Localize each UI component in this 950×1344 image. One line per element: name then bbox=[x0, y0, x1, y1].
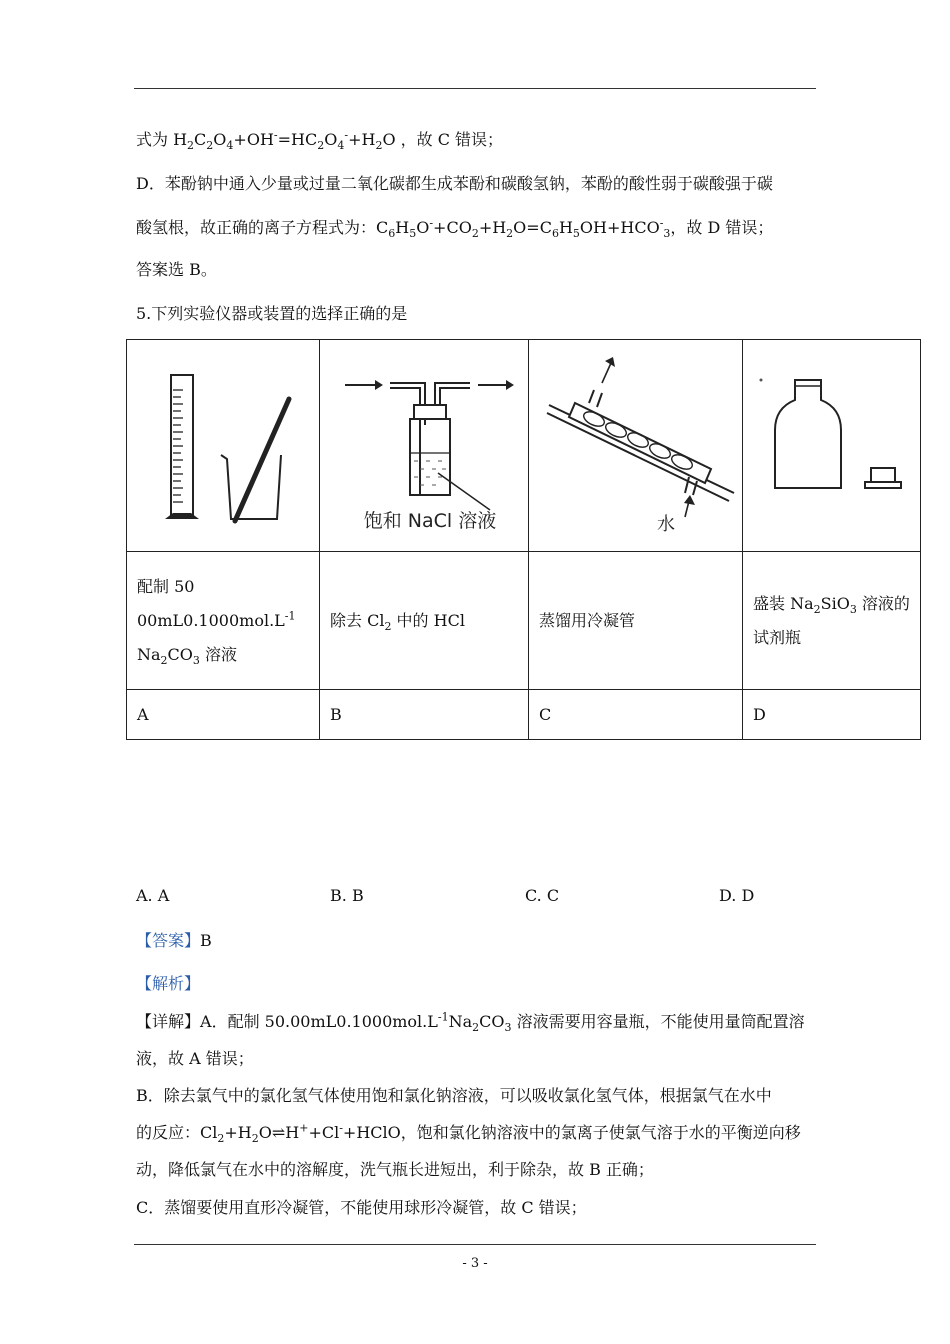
apparatus-table bbox=[126, 339, 921, 740]
reagent-bottle-figure bbox=[753, 360, 923, 520]
option-a[interactable]: A. A bbox=[136, 886, 170, 905]
analysis-tag: 【解析】 bbox=[136, 974, 201, 993]
header-rule bbox=[134, 88, 816, 89]
graduated-cylinder-beaker-figure bbox=[143, 355, 303, 525]
detail-line-1: 【详解】A．配制 $50.00mL0.1000mol.L^{-1}Na_2CO_3$ 溶液需要用容量瓶，不能使用量筒配置溶 bbox=[136, 1010, 805, 1035]
footer-rule bbox=[134, 1244, 816, 1245]
page-number: - 3 - bbox=[462, 1256, 488, 1271]
detail-line-4: 的反应：$Cl_2+H_2O\rightleftharpoons H^++Cl^-+HClO$，饱和氯化钠溶液中的氯离子使氯气溶于水的平衡逆向移 bbox=[136, 1121, 801, 1146]
option-d[interactable]: D. D bbox=[719, 886, 755, 905]
text-line-3: 酸氢根，故正确的离子方程式为：$C_6H_5O^-+CO_2+H_2O=C_6H_5OH+HCO^-_3$，故 D 错误； bbox=[136, 216, 774, 241]
letter-d: D bbox=[743, 690, 921, 740]
text-line-4: 答案选 B。 bbox=[136, 260, 217, 279]
letter-c: C bbox=[529, 690, 743, 740]
detail-line-3: B．除去氯气中的氯化氢气体使用饱和氯化钠溶液，可以吸收氯化氢气体，根据氯气在水中 bbox=[136, 1086, 772, 1105]
bulb-condenser-figure bbox=[539, 345, 744, 535]
detail-line-6: C．蒸馏要使用直形冷凝管，不能使用球形冷凝管，故 C 错误； bbox=[136, 1198, 587, 1217]
letter-a: A bbox=[127, 690, 320, 740]
water-label: 水 bbox=[657, 513, 675, 535]
cell-image-c bbox=[529, 340, 743, 552]
option-b[interactable]: B. B bbox=[330, 886, 364, 905]
text-line-2: D．苯酚钠中通入少量或过量二氧化碳都生成苯酚和碳酸氢钠，苯酚的酸性弱于碳酸强于碳 bbox=[136, 174, 773, 193]
letter-b: B bbox=[320, 690, 529, 740]
desc-a: 配制 50 $00mL0.1000mol.L^{-1}$ $Na_2CO_3$ 溶液 bbox=[127, 552, 320, 690]
cell-image-d bbox=[743, 340, 921, 552]
gas-washing-bottle-figure bbox=[330, 345, 530, 535]
detail-line-2: 液，故 A 错误； bbox=[136, 1049, 254, 1068]
option-c[interactable]: C. C bbox=[525, 886, 560, 905]
answer-line bbox=[136, 929, 212, 953]
answer-value: B bbox=[200, 931, 212, 950]
detail-line-5: 动，降低氯气在水中的溶解度，洗气瓶长进短出，利于除杂，故 B 正确； bbox=[136, 1160, 654, 1179]
text-line-1: 式为 $H_2C_2O_4+OH^-=HC_2O_4^-+H_2O$ ，故 C 错误； bbox=[136, 128, 504, 153]
nacl-solution-label: 饱和 NaCl 溶液 bbox=[363, 509, 497, 532]
answer-tag: 【答案】 bbox=[136, 931, 201, 950]
cell-image-a bbox=[127, 340, 320, 552]
desc-b: 除去 $Cl_2$ 中的 HCl bbox=[320, 552, 529, 690]
question-5: 5.下列实验仪器或装置的选择正确的是 bbox=[136, 304, 408, 323]
desc-d: 盛装 $Na_2SiO_3$ 溶液的 试剂瓶 bbox=[743, 552, 921, 690]
desc-c: 蒸馏用冷凝管 bbox=[529, 552, 743, 690]
cell-image-b bbox=[320, 340, 529, 552]
